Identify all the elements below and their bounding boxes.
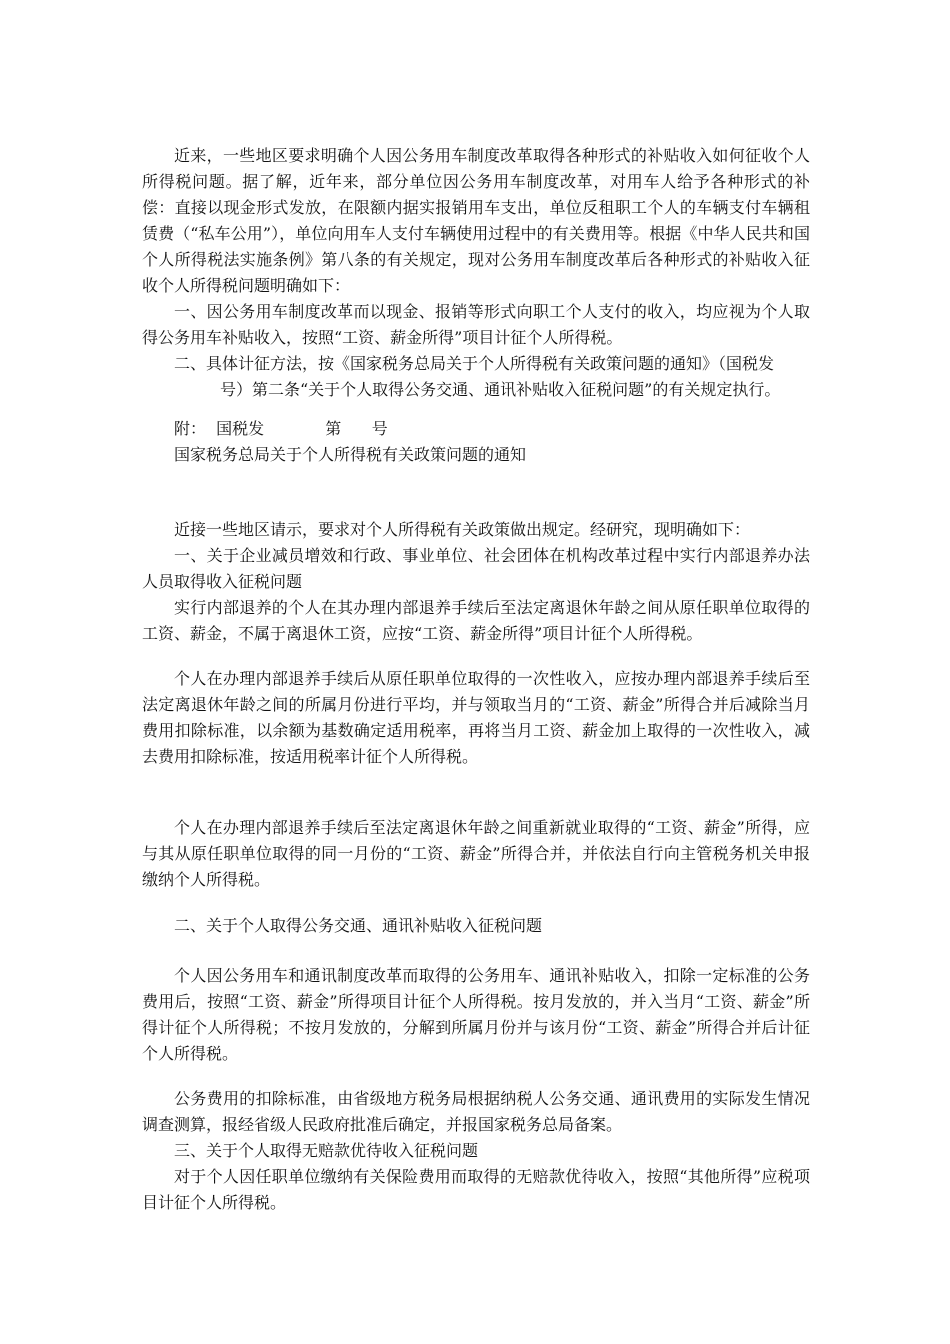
attachment-title: 国家税务总局关于个人所得税有关政策问题的通知 [174,445,527,464]
section-two-paragraph-1: 个人因公务用车和通讯制度改革而取得的公务用车、通讯补贴收入，扣除一定标准的公务费用后，按照“工资、薪金”所得项目计征个人所得税。按月发放的，并入当月“工资、薪金”所得计征个人所得税；不按月发放的，分解到所属月份并与该月份“工资、薪金”所得合并后计征个人所得税。 [142,966,810,1063]
attachment-reference: 附： 国税发 第 号 [174,419,388,438]
section-one-paragraph-3: 个人在办理内部退养手续后至法定离退休年龄之间重新就业取得的“工资、薪金”所得，应与其从原任职单位取得的同一月份的“工资、薪金”所得合并，并依法自行向主管税务机关申报缴纳个人所得税。 [142,818,810,889]
item-two-line-1: 二、具体计征方法，按《国家税务总局关于个人所得税有关政策问题的通知》（国税发 [174,354,775,373]
item-one-paragraph: 一、因公务用车制度改革而以现金、报销等形式向职工个人支付的收入，均应视为个人取得公务用车补贴收入，按照“工资、薪金所得”项目计征个人所得税。 [142,302,810,347]
intro-paragraph: 近来，一些地区要求明确个人因公务用车制度改革取得各种形式的补贴收入如何征收个人所得税问题。据了解，近年来，部分单位因公务用车制度改革，对用车人给予各种形式的补偿：直接以现金形式发放，在限额内据实报销用车支出，单位反租职工个人的车辆支付车辆租赁费（“私车公用”），单位向用车人支付车辆使用过程中的有关费用等。根据《中华人民共和国个人所得税法实施条例》第八条的有关规定，现对公务用车制度改革后各种形式的补贴收入征收个人所得税问题明确如下： [142,146,810,295]
section-one-paragraph-2: 个人在办理内部退养手续后从原任职单位取得的一次性收入，应按办理内部退养手续后至法定离退休年龄之间的所属月份进行平均，并与领取当月的“工资、薪金”所得合并后减除当月费用扣除标准，以余额为基数确定适用税率，再将当月工资、薪金加上取得的一次性收入，减去费用扣除标准，按适用税率计征个人所得税。 [142,669,810,766]
notice-intro-paragraph: 近接一些地区请示，要求对个人所得税有关政策做出规定。经研究，现明确如下： [174,520,751,539]
section-three-heading: 三、关于个人取得无赔款优待收入征税问题 [174,1141,479,1160]
item-two-paragraph [142,351,810,403]
section-two-heading: 二、关于个人取得公务交通、通讯补贴收入征税问题 [174,916,543,935]
section-one-heading: 一、关于企业减员增效和行政、事业单位、社会团体在机构改革过程中实行内部退养办法人员取得收入征税问题 [142,546,810,591]
section-two-paragraph-2: 公务费用的扣除标准，由省级地方税务局根据纳税人公务交通、通讯费用的实际发生情况调查测算，报经省级人民政府批准后确定，并报国家税务总局备案。 [142,1089,810,1134]
section-one-paragraph-1: 实行内部退养的个人在其办理内部退养手续后至法定离退休年龄之间从原任职单位取得的工资、薪金，不属于离退休工资，应按“工资、薪金所得”项目计征个人所得税。 [142,598,810,643]
section-three-paragraph: 对于个人因任职单位缴纳有关保险费用而取得的无赔款优待收入，按照“其他所得”应税项目计征个人所得税。 [142,1167,810,1212]
item-two-line-2: 号）第二条“关于个人取得公务交通、通讯补贴收入征税问题”的有关规定执行。 [220,380,781,399]
